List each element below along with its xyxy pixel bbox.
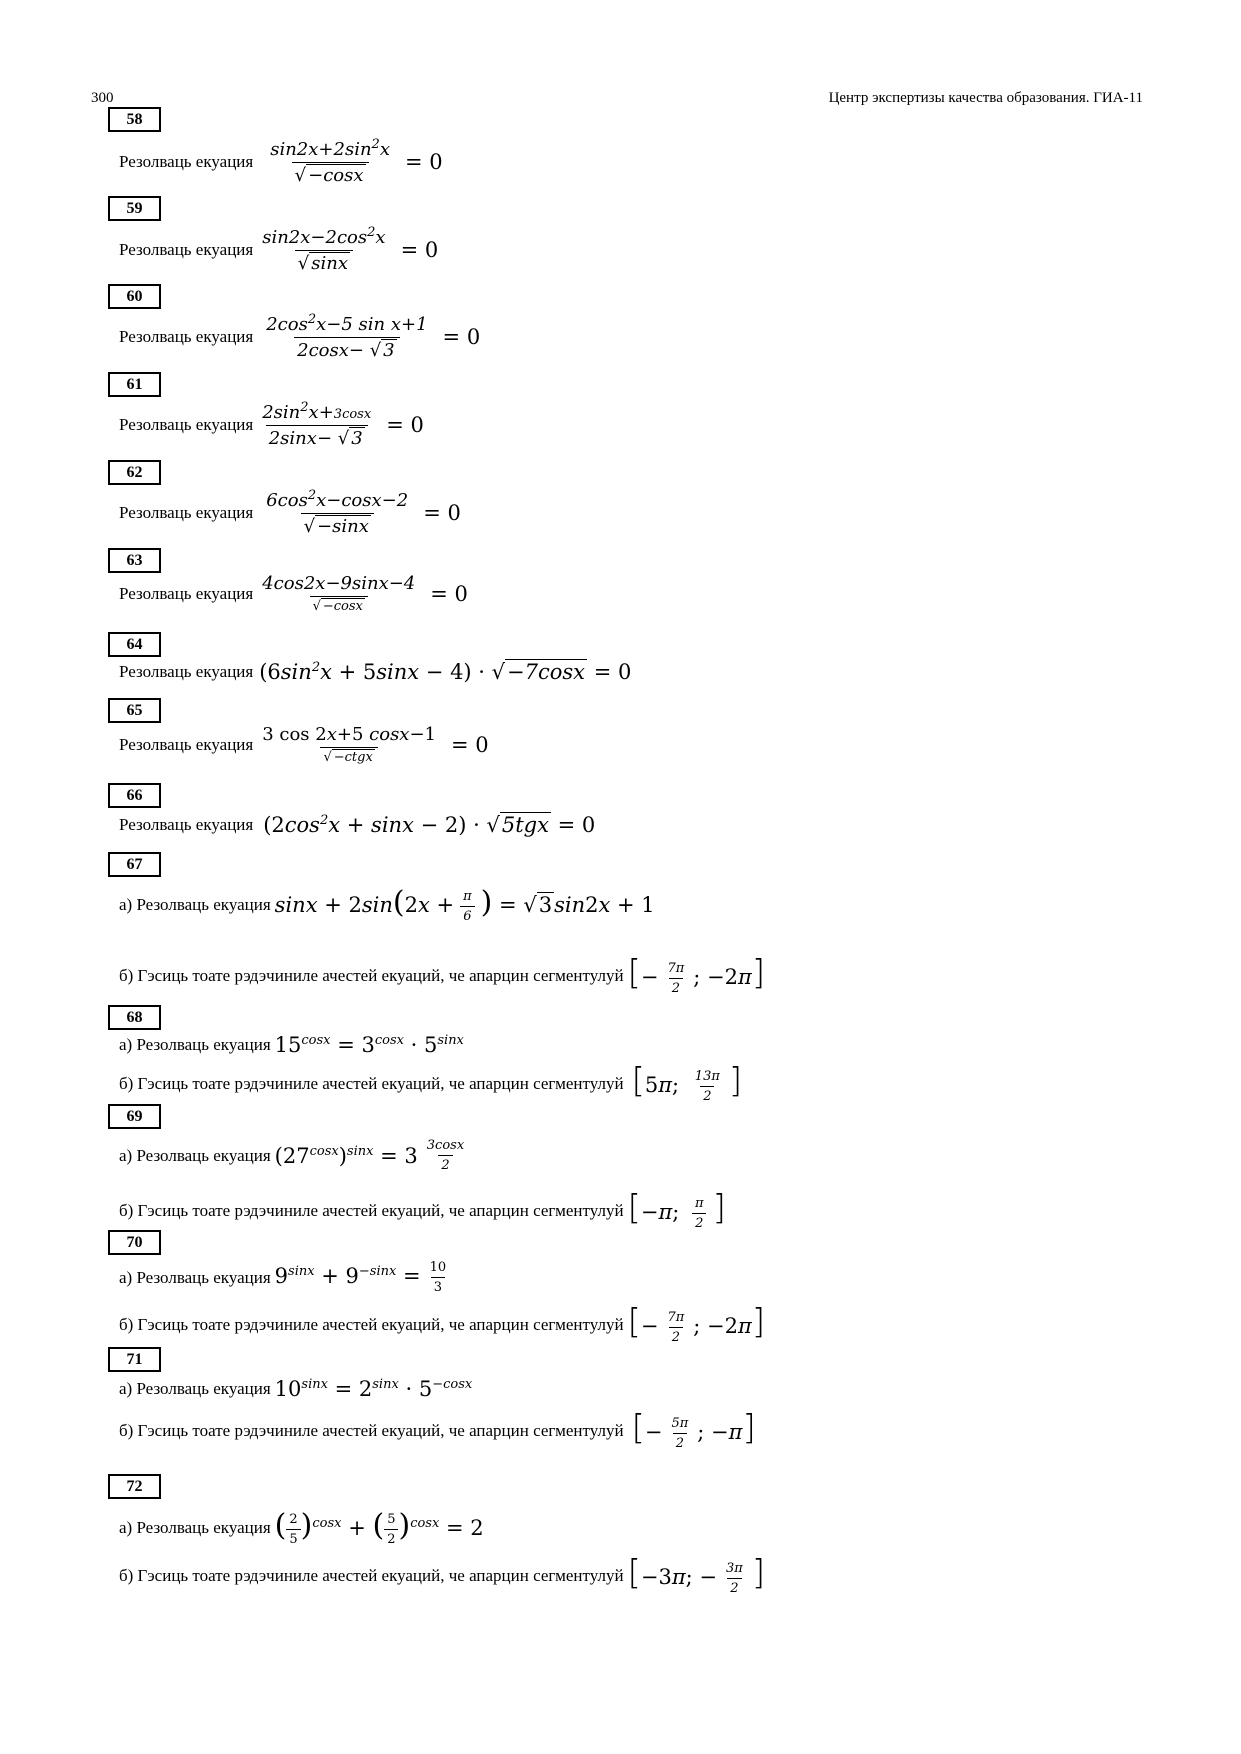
problem-text: а) Резолваць екуация <box>119 1035 271 1054</box>
problem-text: а) Резолваць екуация <box>119 1379 271 1398</box>
problem-64: Резолваць екуация $(6\sin^2x + 5\sin x - 4) \cdot √-7\cos x = 0$ <box>119 660 632 684</box>
problem-number: 65 <box>108 698 161 723</box>
problem-text: Резолваць екуация <box>119 502 254 522</box>
problem-number: 60 <box>108 284 161 309</box>
problem-number: 62 <box>108 460 161 485</box>
problem-text: б) Гэсиць тоате рэдэчиниле ачестей екуаций, че апарцин сегментулуй <box>119 1074 624 1093</box>
problem-58: Резолваць екуация $\frac{\sin 2x+2\sin^2x}{√ -\cos x}$ = 0 <box>119 137 443 186</box>
problem-text: Резолваць екуация <box>119 734 254 754</box>
problem-62: Резолваць екуация $\frac{6\cos^2x-\cos x-2}{√ -\sin x}$ = 0 <box>119 488 461 537</box>
page-number: 300 <box>91 90 114 106</box>
problem-68-a: а) Резолваць екуация $15^{cosx} = 3^{cosx} \cdot 5^{sinx}$ <box>119 1033 464 1057</box>
problem-67-b: б) Гэсиць тоате рэдэчиниле ачестей екуаций, че апарцин сегментулуй [− $\frac{7\pi}{2}$ ; −2π] <box>119 953 766 996</box>
problem-text: б) Гэсиць тоате рэдэчиниле ачестей екуаций, че апарцин сегментулуй <box>119 966 624 985</box>
problem-70-a: а) Резолваць екуация $9^{sinx} + 9^{-sinx}$ = $\frac{10}{3}$ <box>119 1260 447 1295</box>
problem-number: 67 <box>108 852 161 877</box>
problem-number: 68 <box>108 1005 161 1030</box>
problem-61: Резолваць екуация $\frac{2\sin^2x+3\cos x}{2\sin x- √ 3}$ = 0 <box>119 400 424 449</box>
problem-text: б) Гэсиць тоате рэдэчиниле ачестей екуаций, че апарцин сегментулуй <box>119 1421 624 1440</box>
page-header-title: Центр экспертизы качества образования. ГИА-11 <box>828 90 1143 106</box>
problem-text: а) Резолваць екуация <box>119 894 271 914</box>
problem-text: Резолваць екуация <box>119 662 254 681</box>
problem-text: Резолваць екуация <box>119 239 254 259</box>
problem-text: Резолваць екуация <box>119 326 254 346</box>
problem-text: б) Гэсиць тоате рэдэчиниле ачестей екуаций, че апарцин сегментулуй <box>119 1201 624 1220</box>
problem-number: 61 <box>108 372 161 397</box>
problem-59: Резолваць екуация $\frac{\sin 2x-2\cos^2x}{√ \sin x}$ = 0 <box>119 225 439 274</box>
problem-71-b: б) Гэсиць тоате рэдэчиниле ачестей екуаций, че апарцин сегментулуй [− $\frac{5\pi}{2}$ ; −π] <box>119 1408 756 1451</box>
problem-70-b: б) Гэсиць тоате рэдэчиниле ачестей екуаций, че апарцин сегментулуй [− $\frac{7\pi}{2}$ ; −2π] <box>119 1302 766 1345</box>
problem-66: Резолваць екуация $(2\cos^2x + \sin x - 2) \cdot √5tgx = 0$ <box>119 813 596 837</box>
problem-text: Резолваць екуация <box>119 414 254 434</box>
problem-72-a: а) Резолваць екуация ( $\frac{2}{5}$ )$^{cosx}$ + ( $\frac{5}{2}$ )$^{cosx}$ = 2 <box>119 1508 484 1547</box>
problem-65: Резолваць екуация $\frac{3 \cos 2x+5 \cos x-1}{\text{√ −ctgx}}$ = 0 <box>119 724 489 765</box>
problem-number: 58 <box>108 107 161 132</box>
problem-68-b: б) Гэсиць тоате рэдэчиниле ачестей екуаций, че апарцин сегментулуй [5π; $\frac{13\pi}{2}$ ] <box>119 1061 743 1104</box>
problem-text: Резолваць екуация <box>119 583 254 603</box>
problem-number: 72 <box>108 1474 161 1499</box>
problem-number: 66 <box>108 783 161 808</box>
problem-71-a: а) Резолваць екуация $10^{sinx} = 2^{sinx} \cdot 5^{-cosx}$ <box>119 1377 473 1401</box>
problem-number: 64 <box>108 632 161 657</box>
problem-text: а) Резолваць екуация <box>119 1517 271 1537</box>
problem-67-a: а) Резолваць екуация sinx + 2sin(2x + $\frac{\pi}{6}$ ) = √3sin2x + 1 <box>119 885 655 924</box>
problem-number: 70 <box>108 1230 161 1255</box>
problem-number: 69 <box>108 1104 161 1129</box>
problem-text: б) Гэсиць тоате рэдэчиниле ачестей екуаций, че апарцин сегментулуй <box>119 1566 624 1585</box>
problem-text: а) Резолваць екуация <box>119 1145 271 1165</box>
problem-63: Резолваць екуация $\frac{4\cos 2x-9\sin x-4}{√ -\cos x}$ = 0 <box>119 573 468 614</box>
problem-72-b: б) Гэсиць тоате рэдэчиниле ачестей екуаций, че апарцин сегментулуй [−3π; − $\frac{3\pi}{2}$ ] <box>119 1553 766 1596</box>
problem-number: 59 <box>108 196 161 221</box>
problem-number: 71 <box>108 1347 161 1372</box>
problem-text: Резолваць екуация <box>119 815 254 834</box>
problem-text: а) Резолваць екуация <box>119 1267 271 1287</box>
problem-text: б) Гэсиць тоате рэдэчиниле ачестей екуаций, че апарцин сегментулуй <box>119 1315 624 1334</box>
problem-number: 63 <box>108 548 161 573</box>
problem-60: Резолваць екуация $\frac{2\cos^2x-5 \sin x+1}{2\cos x- √ 3}$ = 0 <box>119 312 481 361</box>
problem-text: Резолваць екуация <box>119 151 254 171</box>
problem-69-a: а) Резолваць екуация $(27^{cosx})^{sinx} = 3$ $^{\frac{3\cos x}{2}}$ <box>119 1138 465 1173</box>
problem-69-b: б) Гэсиць тоате рэдэчиниле ачестей екуаций, че апарцин сегментулуй [−π; $\frac{\pi}{2}$ ] <box>119 1188 726 1231</box>
